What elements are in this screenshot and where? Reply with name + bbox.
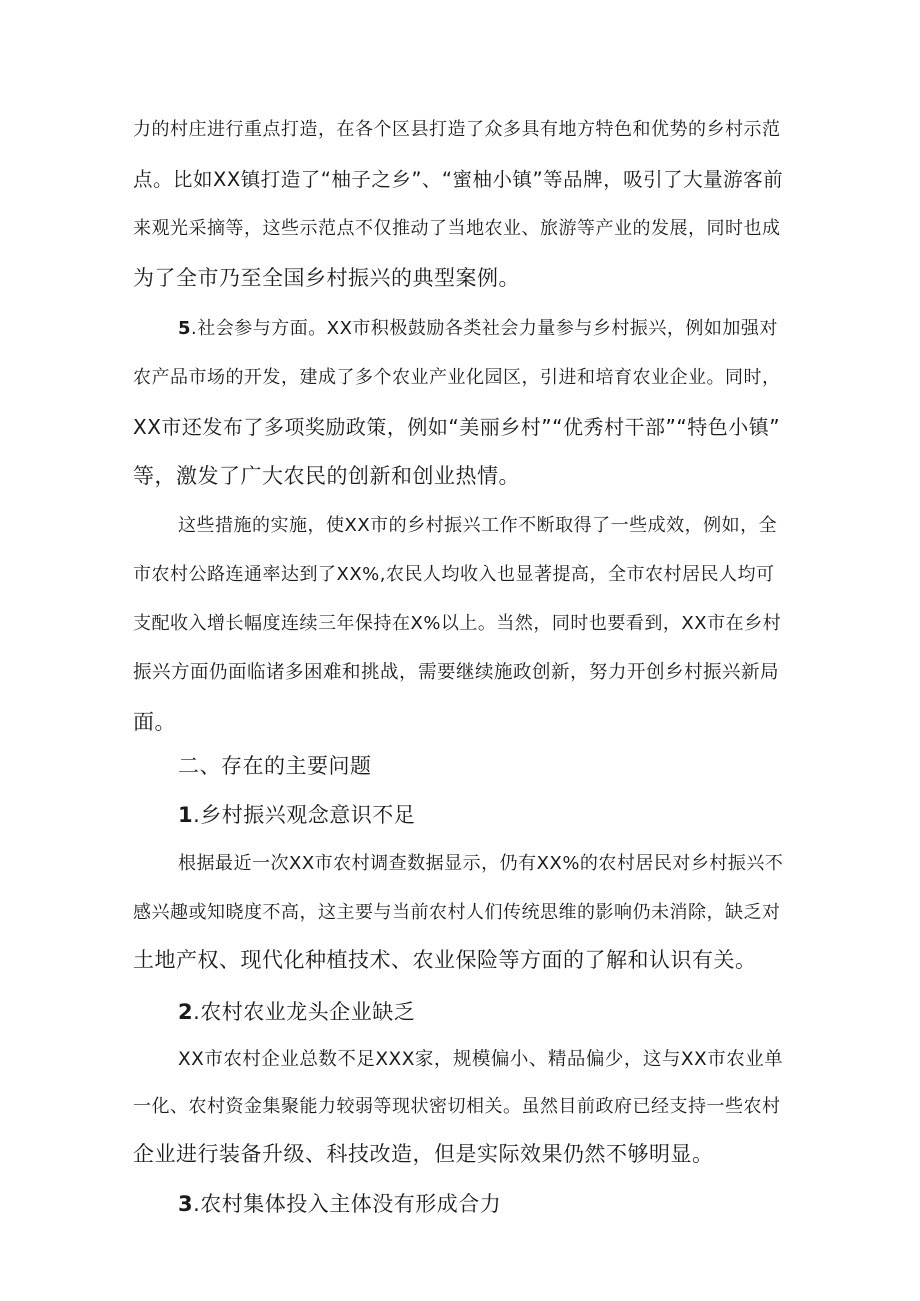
section-heading: 二、存在的主要问题	[178, 754, 372, 778]
paragraph-line: XX市还发布了多项奖励政策，例如“美丽乡村”“优秀村干部”“特色小镇”	[133, 415, 781, 439]
paragraph-line: 农产品市场的开发，建成了多个农业产业化园区，引进和培育农业企业。同时，	[133, 367, 781, 388]
item-title: .农村农业龙头企业缺乏	[193, 1000, 416, 1024]
paragraph-line: 支配收入增长幅度连续三年保持在X%以上。当然，同时也要看到，XX市在乡村	[133, 613, 782, 634]
item-number: 2	[178, 1000, 194, 1024]
problem-2-heading	[178, 998, 415, 1026]
paragraph-line: 力的村庄进行重点打造，在各个区县打造了众多具有地方特色和优势的乡村示范	[133, 119, 781, 140]
paragraph-line: 市农村公路连通率达到了XX%,农民人均收入也显著提高，全市农村居民人均可	[133, 564, 775, 585]
paragraph-line: 土地产权、现代化种植技术、农业保险等方面的了解和认识有关。	[133, 948, 757, 972]
item-number: 5	[178, 318, 192, 339]
paragraph-line: 点。比如XX镇打造了“柚子之乡”、“蜜柚小镇”等品牌，吸引了大量游客前	[133, 168, 784, 191]
paragraph-line: 根据最近一次XX市农村调查数据显示，仍有XX%的农村居民对乡村振兴不	[178, 853, 784, 874]
item-number: 1	[178, 803, 194, 827]
paragraph-line: 企业进行装备升级、科技改造，但是实际效果仍然不够明显。	[133, 1142, 714, 1166]
item-title: .乡村振兴观念意识不足	[193, 803, 416, 827]
item-number: 3	[178, 1192, 194, 1216]
paragraph-line: 一化、农村资金集聚能力较弱等现状密切相关。虽然目前政府已经支持一些农村	[133, 1096, 781, 1117]
paragraph-line: 等，激发了广大农民的创新和创业热情。	[133, 464, 520, 488]
paragraph-line: XX市农村企业总数不足XXX家，规模偏小、精品偏少，这与XX市农业单	[178, 1049, 784, 1070]
paragraph-line: 振兴方面仍面临诸多困难和挑战，需要继续施政创新，努力开创乡村振兴新局	[133, 662, 780, 683]
paragraph-line: 为了全市乃至全国乡村振兴的典型案例。	[133, 266, 520, 290]
item-text: .社会参与方面。XX市积极鼓励各类社会力量参与乡村振兴，例如加强对	[191, 318, 778, 339]
paragraph-line: 这些措施的实施，使XX市的乡村振兴工作不断取得了一些成效，例如，全	[178, 515, 778, 536]
item-title: .农村集体投入主体没有形成合力	[193, 1192, 502, 1216]
paragraph-line: 面。	[133, 710, 176, 734]
paragraph-line: 感兴趣或知晓度不高，这主要与当前农村人们传统思维的影响仍未消除，缺乏对	[133, 902, 781, 923]
problem-3-heading	[178, 1190, 501, 1218]
item-5-first-line	[178, 315, 778, 343]
problem-1-heading	[178, 801, 415, 829]
paragraph-line: 来观光采摘等，这些示范点不仅推动了当地农业、旅游等产业的发展，同时也成	[133, 218, 781, 239]
